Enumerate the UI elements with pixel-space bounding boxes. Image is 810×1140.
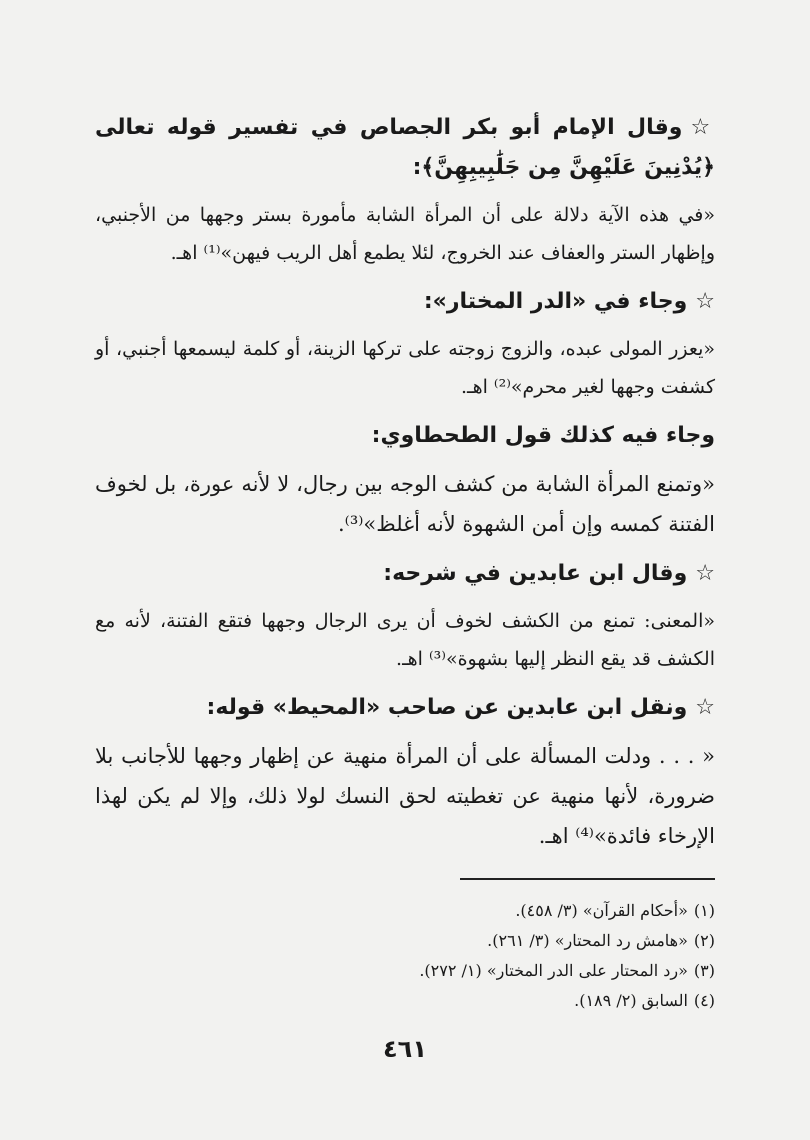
star-icon: ☆	[690, 115, 715, 140]
star-icon: ☆	[695, 695, 715, 720]
quote-5: « . . . ودلت المسألة على أن المرأة منهية عن إظهار وجهها للأجانب بلا ضرورة، لأنها منهية عن تغطيته لحق النسك لولا ذلك، وإلا لم يكن لهذا الإرخاء فائدة»⁽⁴⁾ اهـ.	[95, 744, 715, 848]
section-heading-5: ☆ونقل ابن عابدين عن صاحب «المحيط» قوله:	[206, 695, 715, 720]
section-heading-3: وجاء فيه كذلك قول الطحطاوي:	[371, 423, 715, 448]
footnote-separator	[460, 878, 715, 880]
quote-2: «يعزر المولى عبده، والزوج زوجته على تركها الزينة، أو كلمة ليسمعها أجنبي، أو كشفت وجهها لغير محرم»⁽²⁾ اهـ.	[95, 338, 715, 398]
main-text	[95, 104, 715, 866]
footnotes	[95, 896, 715, 1016]
quote-3: «وتمنع المرأة الشابة من كشف الوجه بين رجال، لا لأنه عورة، بل لخوف الفتنة كمسه وإن أمن الشهوة لأنه أغلظ»⁽³⁾.	[95, 472, 715, 536]
quote-4: «المعنى: تمنع من الكشف لخوف أن يرى الرجال وجهها فتقع الفتنة، لأنه مع الكشف قد يقع النظر إليها بشهوة»⁽³⁾ اهـ.	[95, 610, 715, 670]
footnote-2: (٢)«هامش رد المحتار» (٣/ ٢٦١).	[487, 931, 715, 950]
section-heading-4: ☆وقال ابن عابدين في شرحه:	[383, 561, 715, 586]
footnote-3: (٣)«رد المحتار على الدر المختار» (١/ ٢٧٢).	[419, 961, 715, 980]
quote-1: «في هذه الآية دلالة على أن المرأة الشابة مأمورة بستر وجهها من الأجنبي، وإظهار الستر والعفاف عند الخروج، لئلا يطمع أهل الريب فيهن»⁽¹⁾ اهـ.	[95, 204, 715, 264]
section-heading-1: ☆وقال الإمام أبو بكر الجصاص في تفسير قوله تعالى ﴿يُدْنِينَ عَلَيْهِنَّ مِن جَلَٰبِيبِهِنَّ﴾:	[95, 115, 715, 180]
footnote-4: (٤)السابق (٢/ ١٨٩).	[574, 991, 715, 1010]
page-number: ٤٦١	[383, 1035, 427, 1063]
star-icon: ☆	[695, 289, 715, 314]
star-icon: ☆	[695, 561, 715, 586]
footnote-1: (١)«أحكام القرآن» (٣/ ٤٥٨).	[515, 901, 715, 920]
section-heading-2: ☆وجاء في «الدر المختار»:	[423, 289, 715, 314]
